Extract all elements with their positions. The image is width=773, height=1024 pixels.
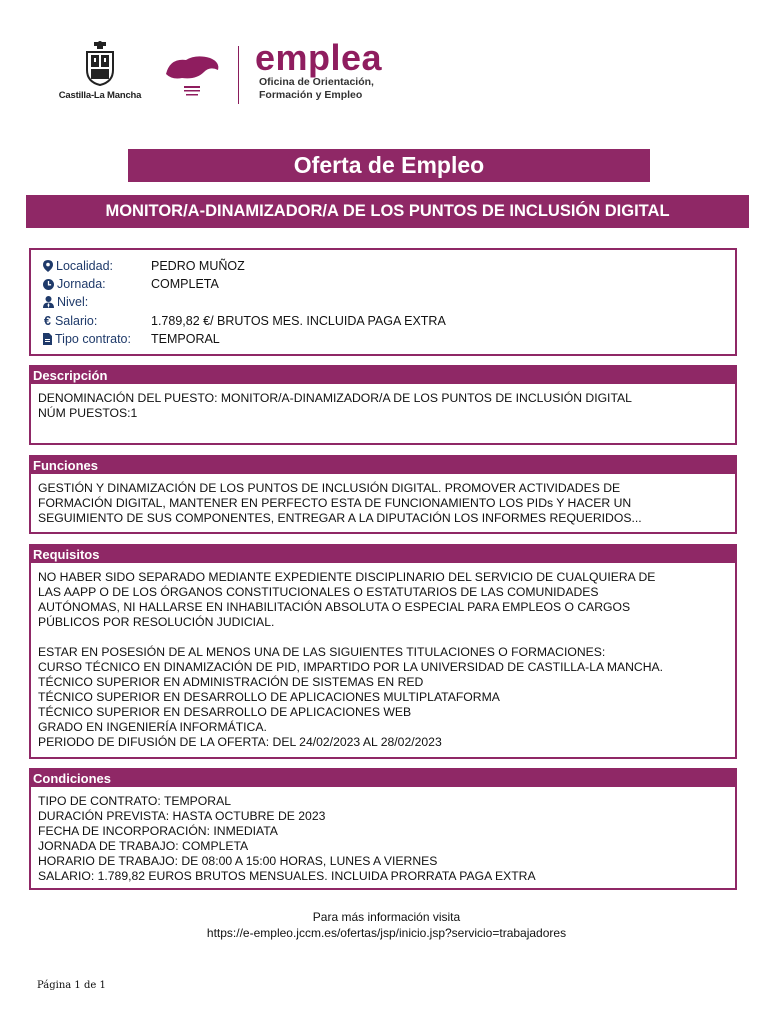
requisitos-body <box>31 563 735 750</box>
requisitos-line: LAS AAPP O DE LOS ÓRGANOS CONSTITUCIONALES O ESTATUTARIOS DE LAS COMUNIDADES <box>38 585 599 599</box>
condiciones-heading: Condiciones <box>31 770 735 787</box>
castle-crest-icon <box>83 40 117 86</box>
emplea-subtitle-2: Formación y Empleo <box>259 89 363 101</box>
job-info-box <box>29 248 737 356</box>
job-title: MONITOR/A-DINAMIZADOR/A DE LOS PUNTOS DE INCLUSIÓN DIGITAL <box>26 195 749 228</box>
emplea-subtitle-1: Oficina de Orientación, <box>259 76 374 88</box>
nivel-label: Nivel: <box>57 295 89 309</box>
funciones-line: GESTIÓN Y DINAMIZACIÓN DE LOS PUNTOS DE INCLUSIÓN DIGITAL. PROMOVER ACTIVIDADES DE <box>38 481 621 495</box>
page-number: Página 1 de 1 <box>37 980 106 991</box>
funciones-line: FORMACIÓN DIGITAL, MANTENER EN PERFECTO ESTA DE FUNCIONAMIENTO LOS PIDs Y HACER UN <box>38 496 632 510</box>
logo-divider <box>238 46 239 104</box>
requisitos-line: TÉCNICO SUPERIOR EN DESARROLLO DE APLICACIONES MULTIPLATAFORMA <box>38 690 500 704</box>
more-info-url[interactable]: https://e-empleo.jccm.es/ofertas/jsp/inicio.jsp?servicio=trabajadores <box>206 926 567 940</box>
funciones-line: SEGUIMIENTO DE SUS COMPONENTES, ENTREGAR A LA DIPUTACIÓN LOS INFORMES REQUERIDOS... <box>38 511 642 525</box>
section-condiciones <box>29 768 737 890</box>
emplea-bird-logo <box>162 46 222 106</box>
localidad-value: PEDRO MUÑOZ <box>151 259 245 273</box>
requisitos-line: ESTAR EN POSESIÓN DE AL MENOS UNA DE LAS SIGUIENTES TITULACIONES O FORMACIONES: <box>38 645 606 659</box>
requisitos-line: NO HABER SIDO SEPARADO MEDIANTE EXPEDIENTE DISCIPLINARIO DEL SERVICIO DE CUALQUIERA DE <box>38 570 656 584</box>
jornada-label: Jornada: <box>57 277 106 291</box>
descripcion-line: NÚM PUESTOS:1 <box>38 406 138 420</box>
salario-label: Salario: <box>54 314 98 328</box>
requisitos-line: TÉCNICO SUPERIOR EN ADMINISTRACIÓN DE SISTEMAS EN RED <box>38 675 424 689</box>
offer-title: Oferta de Empleo <box>128 149 650 182</box>
condiciones-line: FECHA DE INCORPORACIÓN: INMEDIATA <box>38 824 278 838</box>
more-info-text: Para más información visita <box>312 910 461 924</box>
condiciones-line: JORNADA DE TRABAJO: COMPLETA <box>38 839 249 853</box>
condiciones-line: TIPO DE CONTRATO: TEMPORAL <box>38 794 231 808</box>
salario-value: 1.789,82 €/ BRUTOS MES. INCLUIDA PAGA EXTRA <box>151 314 446 328</box>
requisitos-heading: Requisitos <box>31 546 735 563</box>
requisitos-line: GRADO EN INGENIERÍA INFORMÁTICA. <box>38 720 267 734</box>
section-requisitos <box>29 544 737 759</box>
castilla-la-mancha-logo <box>50 40 150 110</box>
descripcion-body <box>31 384 735 421</box>
bird-icon <box>162 46 222 106</box>
header-logos <box>50 37 410 110</box>
funciones-heading: Funciones <box>31 457 735 474</box>
descripcion-line: DENOMINACIÓN DEL PUESTO: MONITOR/A-DINAMIZADOR/A DE LOS PUNTOS DE INCLUSIÓN DIGITAL <box>38 391 632 405</box>
user-tie-icon <box>43 296 54 308</box>
tipo-contrato-value: TEMPORAL <box>151 332 220 346</box>
clock-icon <box>43 279 54 290</box>
section-descripcion <box>29 365 737 445</box>
requisitos-line: TÉCNICO SUPERIOR EN DESARROLLO DE APLICACIONES WEB <box>38 705 412 719</box>
map-pin-icon <box>43 260 53 272</box>
jornada-value: COMPLETA <box>151 277 219 291</box>
requisitos-line: AUTÓNOMAS, NI HALLARSE EN INHABILITACIÓN ABSOLUTA O ESPECIAL PARA EMPLEOS O CARGOS <box>38 600 631 614</box>
condiciones-line: HORARIO DE TRABAJO: DE 08:00 A 15:00 HORAS, LUNES A VIERNES <box>38 854 438 868</box>
condiciones-body <box>31 787 735 884</box>
descripcion-heading: Descripción <box>31 367 735 384</box>
tipo-contrato-label: Tipo contrato: <box>55 332 131 346</box>
more-info <box>0 909 773 941</box>
euro-icon: € <box>44 314 51 328</box>
requisitos-line: PÚBLICOS POR RESOLUCIÓN JUDICIAL. <box>38 615 275 629</box>
emplea-wordmark: emplea <box>255 37 383 78</box>
castilla-la-mancha-text: Castilla-La Mancha <box>58 90 142 101</box>
section-funciones <box>29 455 737 534</box>
requisitos-line: CURSO TÉCNICO EN DINAMIZACIÓN DE PID, IMPARTIDO POR LA UNIVERSIDAD DE CASTILLA-LA MANCHA. <box>38 660 664 674</box>
funciones-body <box>31 474 735 526</box>
condiciones-line: DURACIÓN PREVISTA: HASTA OCTUBRE DE 2023 <box>38 809 326 823</box>
condiciones-line: SALARIO: 1.789,82 EUROS BRUTOS MENSUALES. INCLUIDA PRORRATA PAGA EXTRA <box>38 869 536 883</box>
document-icon <box>43 333 52 345</box>
localidad-label: Localidad: <box>56 259 113 273</box>
emplea-brand <box>255 37 383 102</box>
requisitos-line: PERIODO DE DIFUSIÓN DE LA OFERTA: DEL 24/02/2023 AL 28/02/2023 <box>38 735 442 749</box>
